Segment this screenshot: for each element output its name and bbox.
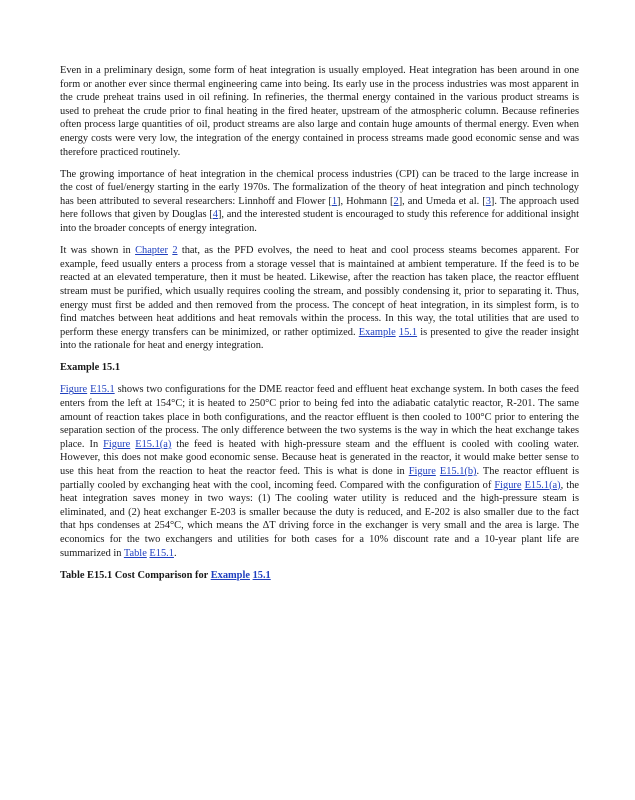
example-number-link[interactable]: 15.1 xyxy=(398,326,418,338)
text-span: the feed is heated with high-pressure steam and the effluent is cooled with cooling water. However, this does not make good economic sense. Because heat is generated in the reactor, it would make better sense to use this heat from the reaction to heat the reactor feed. This is what is done in xyxy=(60,438,579,478)
example-number-link[interactable]: 15.1 xyxy=(252,569,271,581)
text-span: ], Hohmann [ xyxy=(337,195,394,207)
example-link[interactable]: Example xyxy=(358,326,396,338)
figure-link[interactable]: Figure xyxy=(494,479,522,491)
text-span: shows two configurations for the DME reactor feed and effluent heat exchange system. In both cases the feed enters from the left at 154°C; it is heated to 250°C prior to being fed into the adiabatic catalytic reactor, R-201. The same amount of reaction takes place in both configurations, and the reactor effluent is then cooled to 100°C prior to entering the separation section of the process. The only difference between the two systems is the way in which the heat exchange takes place. In xyxy=(60,384,579,450)
text-span: ]. The approach used here follows that given by Douglas [ xyxy=(60,195,579,221)
table-title xyxy=(60,569,579,583)
paragraph-4 xyxy=(60,383,579,560)
chapter-link[interactable]: Chapter xyxy=(135,245,168,257)
reference-link-1[interactable]: 1 xyxy=(331,195,338,207)
figure-number-link[interactable]: E15.1(a) xyxy=(135,438,172,450)
figure-number-link[interactable]: E15.1 xyxy=(90,384,115,396)
table-title-text: Table E15.1 Cost Comparison for xyxy=(60,569,211,581)
text-span: . xyxy=(173,547,177,559)
chapter-number-link[interactable]: 2 xyxy=(172,245,178,257)
text-span: ], and the interested student is encouraged to study this reference for additional insight into the broader concepts of energy integration. xyxy=(60,209,579,235)
paragraph-3 xyxy=(60,244,579,353)
text-span: . The reactor effluent is partially cooled by exchanging heat with the cool, incoming feed. Compared with the configuration of xyxy=(60,466,580,491)
example-link[interactable]: Example xyxy=(210,569,250,581)
text-span: It was shown in xyxy=(60,245,136,257)
text-span: ], and Umeda et al. [ xyxy=(398,195,486,207)
text-span: that, as the PFD evolves, the need to heat and cool process steams becomes apparent. For example, feed usually enters a process from a storage vessel that is maintained at ambient temperature. If the feed is to be reacted at an elevated temperature, then it must be heated. Likewise, after the reaction has taken place, the reactor effluent stream must be purified, which usually requires cooling the stream, and possibly condensing it, prior to separating it. Thus, energy must first be added and then removed from the process. The concept of heat integration, in its simplest form, is to find matches between heat additions and heat removals within the process. In this way, the total utilities that are used to perform these energy transfers can be minimized, or rather optimized. xyxy=(60,245,579,338)
figure-number-link[interactable]: E15.1(a) xyxy=(524,479,561,491)
figure-number-link[interactable]: E15.1(b) xyxy=(439,466,477,478)
table-number-link[interactable]: E15.1 xyxy=(149,547,174,559)
reference-link-3[interactable]: 3 xyxy=(485,195,491,207)
paragraph-2 xyxy=(60,168,579,236)
reference-link-4[interactable]: 4 xyxy=(212,209,218,221)
example-heading: Example 15.1 xyxy=(60,362,121,374)
figure-link[interactable]: Figure xyxy=(408,466,436,478)
figure-link[interactable]: Figure xyxy=(103,438,131,450)
text-span: , the heat integration saves money in two ways: (1) The cooling water utility is reduced and the high-pressure steam is eliminated, and (2) heat exchanger E-203 is smaller because the duty is reduced, and E-202 is also smaller due to the fact that hps condenses at 254°C, which means the ΔT driving force in the exchanger is very small and the area is large. The economics for the two exchangers and utilities for both cases for a 10% discount rate and a 10-year plant life are summarized in xyxy=(60,479,579,559)
text-span: is presented to give the reader insight into the rationale for heat and energy integration. xyxy=(60,326,579,352)
document-page xyxy=(60,64,579,591)
reference-link-2[interactable]: 2 xyxy=(393,195,399,207)
figure-link[interactable]: Figure xyxy=(60,384,88,396)
paragraph-1: Even in a preliminary design, some form of heat integration is usually employed. Heat integration has been around in one form or another ever since thermal engineering came into being. Its early use in the process industries was most apparent in the crude preheat trains used in oil refining. In refineries, the thermal energy contained in the various product streams is used to preheat the crude prior to final heating in the fired heater, upstream of the atmospheric column. Because refineries often process large quantities of oil, product streams are also large and contain huge amounts of thermal energy. Even when energy costs were very low, the integration of the energy contained in process streams made good economic sense and was therefore practiced routinely. xyxy=(60,65,579,158)
table-link[interactable]: Table xyxy=(123,547,147,559)
text-span: The growing importance of heat integration in the chemical process industries (CPI) can be traced to the large increase in the cost of fuel/energy starting in the early 1970s. The formalization of the theory of heat integration and pinch technology has been attributed to several researchers: Linnhoff and Flower [ xyxy=(60,168,579,207)
